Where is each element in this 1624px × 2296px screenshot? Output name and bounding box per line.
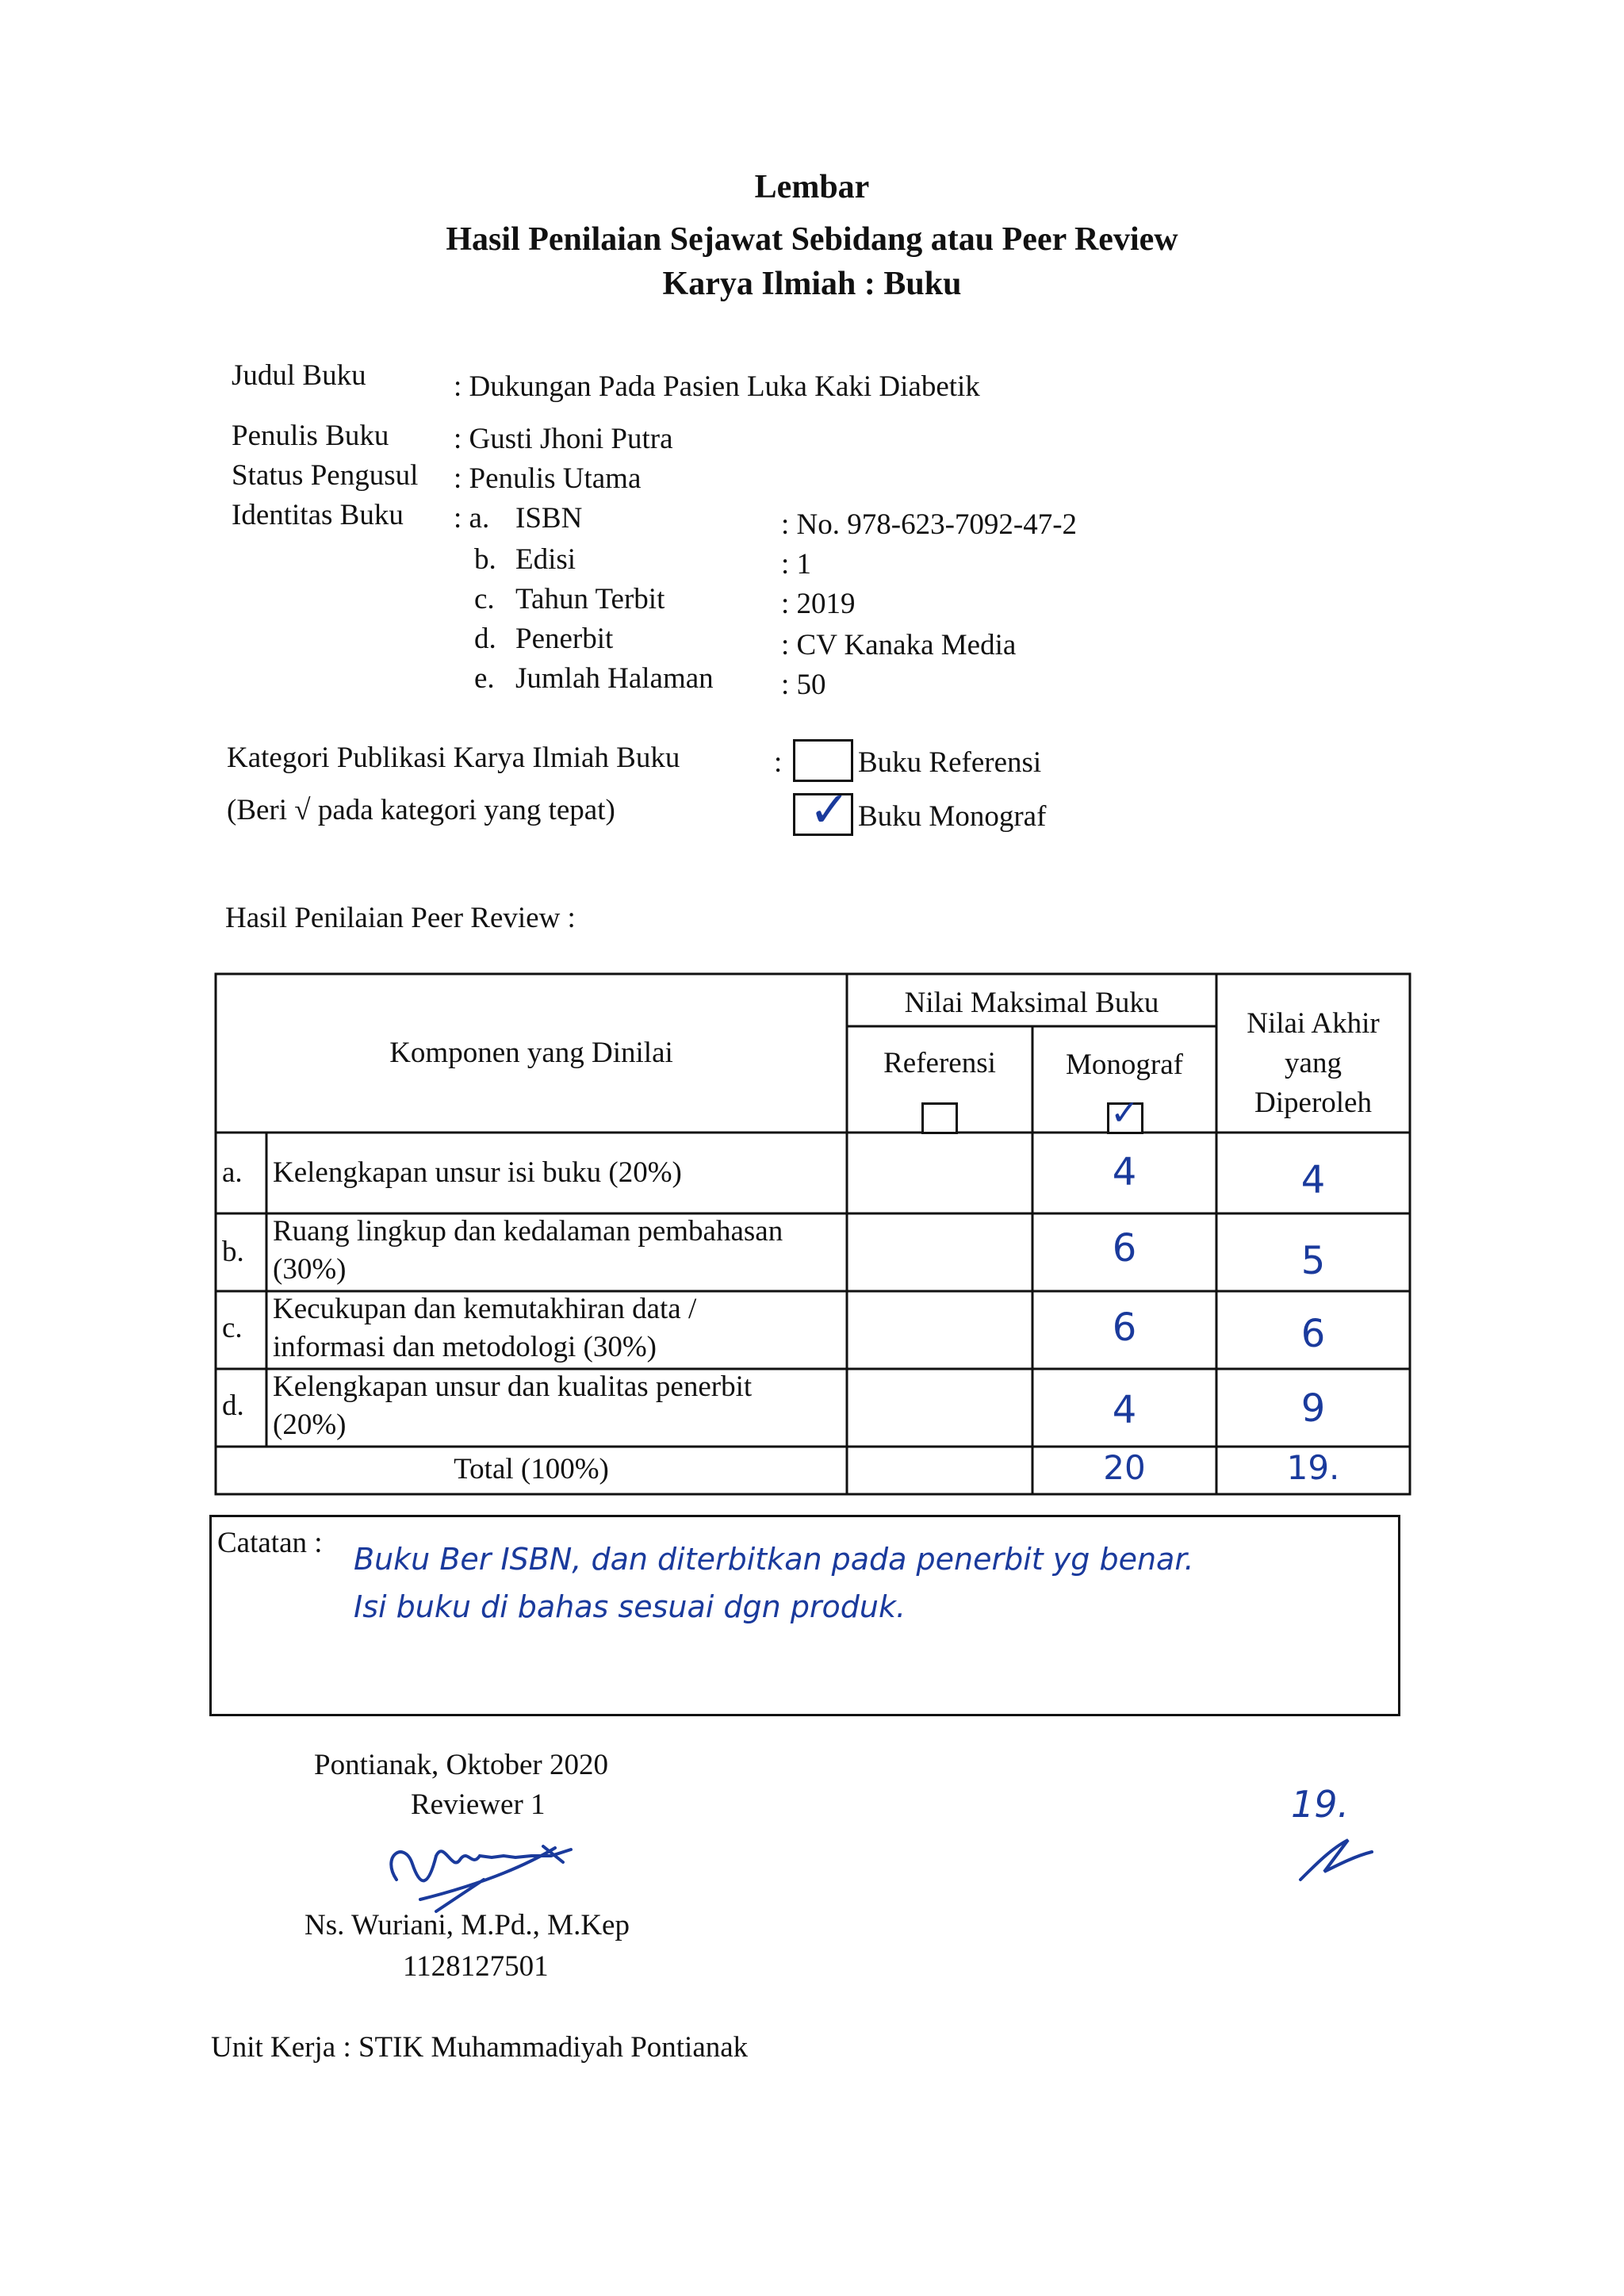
- row-d-mono: 4: [1112, 1388, 1137, 1432]
- identitas-e-label: Jumlah Halaman: [515, 662, 714, 695]
- col-header-referensi: Referensi: [883, 1047, 996, 1079]
- row-d-text-1: Kelengkapan unsur dan kualitas penerbit: [273, 1370, 753, 1403]
- identitas-d-value: : CV Kanaka Media: [781, 629, 1017, 661]
- row-c-text-2: informasi dan metodologi (30%): [273, 1331, 657, 1363]
- penulis-label: Penulis Buku: [232, 420, 389, 452]
- total-final: 19.: [1286, 1448, 1340, 1487]
- reviewer-name: Ns. Wuriani, M.Pd., M.Kep: [304, 1909, 630, 1941]
- option-buku-monograf-label: Buku Monograf: [858, 800, 1047, 833]
- status-label: Status Pengusul: [232, 459, 419, 492]
- total-mono: 20: [1103, 1448, 1146, 1487]
- doc-title-line2: Hasil Penilaian Sejawat Sebidang atau Peer Review: [446, 221, 1178, 258]
- row-a-final: 4: [1300, 1158, 1326, 1202]
- col-header-component: Komponen yang Dinilai: [389, 1037, 673, 1069]
- row-c-text-1: Kecukupan dan kemutakhiran data /: [273, 1293, 697, 1325]
- judul-value: : Dukungan Pada Pasien Luka Kaki Diabetik: [454, 370, 980, 403]
- col-header-monograf: Monograf: [1066, 1048, 1183, 1081]
- doc-title-line3: Karya Ilmiah : Buku: [662, 266, 962, 302]
- row-b-key: b.: [222, 1236, 244, 1268]
- col-header-final-3: Diperoleh: [1254, 1087, 1372, 1119]
- place-date: Pontianak, Oktober 2020: [314, 1749, 608, 1781]
- catatan-line1: Buku Ber ISBN, dan diterbitkan pada penerbit yg benar.: [354, 1542, 1194, 1577]
- catatan-line2: Isi buku di bahas sesuai dgn produk.: [354, 1589, 906, 1624]
- checkmark-icon: ✓: [809, 780, 850, 838]
- catatan-label: Catatan :: [217, 1527, 323, 1559]
- col-header-max: Nilai Maksimal Buku: [904, 987, 1159, 1019]
- kategori-colon: :: [774, 746, 783, 779]
- identitas-label: Identitas Buku: [232, 499, 404, 531]
- identitas-c-prefix: c.: [474, 583, 495, 615]
- identitas-a-label: ISBN: [515, 502, 583, 535]
- penulis-value: : Gusti Jhoni Putra: [454, 423, 673, 455]
- unit-kerja: Unit Kerja : STIK Muhammadiyah Pontianak: [211, 2031, 749, 2064]
- col-checkmark-icon: ✓: [1110, 1093, 1139, 1133]
- row-b-final: 5: [1300, 1239, 1326, 1283]
- identitas-a-value: : No. 978-623-7092-47-2: [781, 508, 1078, 541]
- col-header-final-1: Nilai Akhir: [1247, 1007, 1380, 1040]
- row-b-mono: 6: [1112, 1226, 1137, 1271]
- row-a-text: Kelengkapan unsur isi buku (20%): [273, 1156, 682, 1189]
- row-d-text-2: (20%): [273, 1409, 347, 1441]
- identitas-e-value: : 50: [781, 669, 826, 701]
- judul-label: Judul Buku: [232, 359, 366, 392]
- row-d-key: d.: [222, 1389, 244, 1422]
- identitas-c-label: Tahun Terbit: [515, 583, 665, 615]
- row-c-mono: 6: [1112, 1305, 1137, 1350]
- identitas-b-value: : 1: [781, 548, 812, 581]
- total-label: Total (100%): [454, 1453, 609, 1485]
- kategori-note: (Beri √ pada kategori yang tepat): [227, 794, 615, 826]
- status-value: : Penulis Utama: [454, 462, 642, 495]
- reviewer-id: 1128127501: [403, 1950, 549, 1983]
- identitas-b-prefix: b.: [474, 543, 496, 576]
- kategori-label: Kategori Publikasi Karya Ilmiah Buku: [227, 742, 680, 774]
- identitas-d-label: Penerbit: [515, 623, 614, 655]
- doc-title-line1: Lembar: [754, 169, 870, 205]
- margin-note: 19.: [1291, 1783, 1350, 1826]
- row-b-text-2: (30%): [273, 1253, 347, 1286]
- row-b-text-1: Ruang lingkup dan kedalaman pembahasan: [273, 1215, 783, 1248]
- identitas-e-prefix: e.: [474, 662, 495, 695]
- row-a-mono: 4: [1112, 1150, 1137, 1194]
- identitas-a-prefix: : a.: [454, 502, 490, 535]
- reviewer-role: Reviewer 1: [411, 1788, 546, 1821]
- option-buku-referensi-label: Buku Referensi: [858, 746, 1042, 779]
- hasil-label: Hasil Penilaian Peer Review :: [225, 902, 576, 934]
- row-d-final: 9: [1300, 1386, 1326, 1431]
- col-header-final-2: yang: [1285, 1047, 1342, 1079]
- row-a-key: a.: [222, 1156, 243, 1189]
- identitas-d-prefix: d.: [474, 623, 496, 655]
- identitas-b-label: Edisi: [515, 543, 576, 576]
- row-c-final: 6: [1300, 1312, 1326, 1356]
- checkbox-col-referensi[interactable]: [921, 1102, 958, 1134]
- row-c-key: c.: [222, 1312, 243, 1344]
- identitas-c-value: : 2019: [781, 588, 856, 620]
- paraf-icon: [1293, 1832, 1380, 1888]
